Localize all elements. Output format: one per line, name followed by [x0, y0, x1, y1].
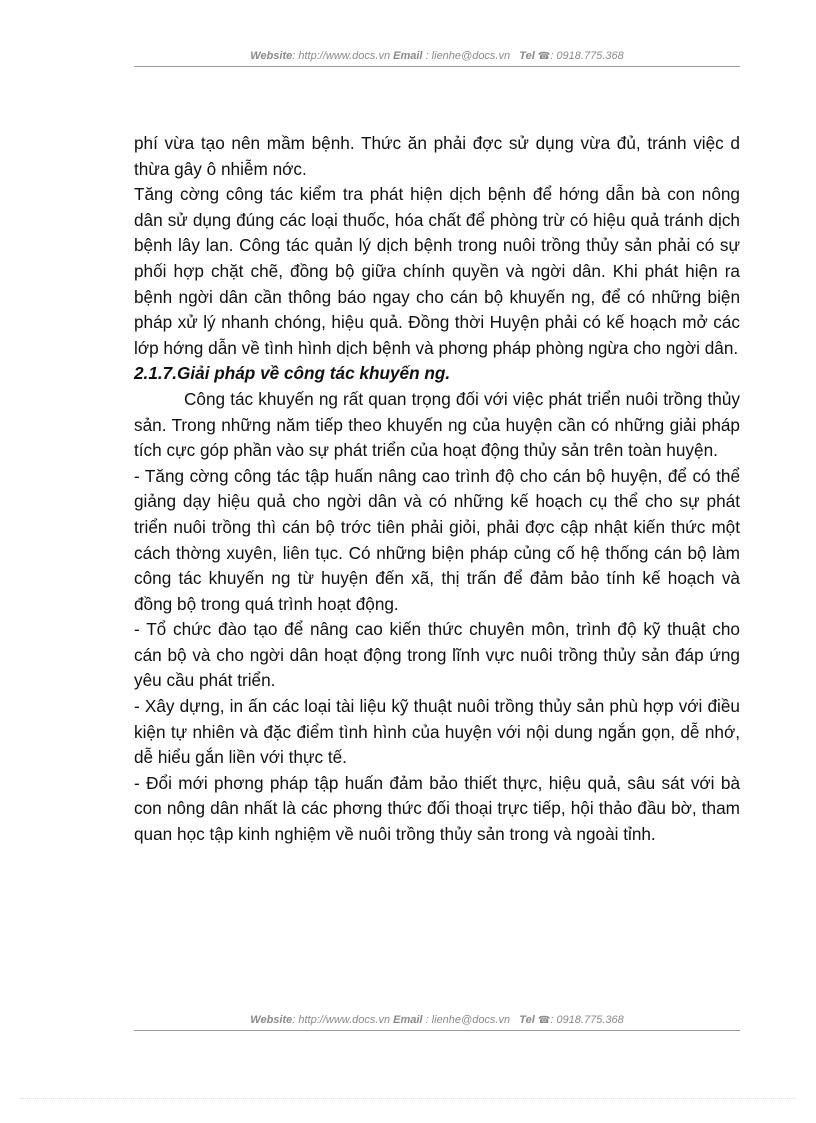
page-footer [134, 1014, 740, 1031]
paragraph-1: phí vừa tạo nên mầm bệnh. Thức ăn phải đợc sử dụng vừa đủ, tránh việc d thừa gây ô nhiễm nớc. [134, 133, 740, 179]
footer-email-value: : lienhe@docs.vn [425, 1014, 511, 1026]
paragraph-4: - Tăng cờng công tác tập huấn nâng cao trình độ cho cán bộ huyện, để có thể giảng dạy hiệu quả cho ngời dân và có những kế hoạch cụ thể cho sự phát triển nuôi trồng thì cán bộ trớc tiên phải giỏi, phải đợc cập nhật kiến thức một cách thờng xuyên, liên tục. Có những biện pháp củng cố hệ thống cán bộ làm công tác khuyến ng từ huyện đến xã, thị trấn để đảm bảo tính kế hoạch và đồng bộ trong quá trình hoạt động. [134, 465, 740, 614]
header-tel-label: Tel [519, 50, 535, 62]
paragraph-3: Công tác khuyến ng rất quan trọng đối với việc phát triển nuôi trồng thủy sản. Trong những năm tiếp theo khuyến ng của huyện cần có những giải pháp tích cực góp phần vào sự phát triển của hoạt động thủy sản trên toàn huyện. [134, 388, 740, 461]
page-bottom-divider [20, 1098, 796, 1099]
phone-icon: ☎ [537, 51, 551, 62]
header-email-value: : lienhe@docs.vn [425, 50, 511, 62]
page-header [134, 50, 740, 67]
footer-website-label: Website [250, 1014, 293, 1026]
paragraph-7: - Đổi mới phơng pháp tập huấn đảm bảo thiết thực, hiệu quả, sâu sát với bà con nông dân nhất là các phơng thức đối thoại trực tiếp, hội thảo đầu bờ, tham quan học tập kinh nghiệm về nuôi trồng thủy sản trong và ngoài tỉnh. [134, 772, 740, 845]
phone-icon: ☎ [537, 1015, 551, 1026]
footer-tel-label: Tel [519, 1014, 535, 1026]
header-website-url: : http://www.docs.vn [292, 50, 391, 62]
footer-tel-value: : 0918.775.368 [550, 1014, 624, 1026]
header-website-label: Website [250, 50, 293, 62]
header-tel-value: : 0918.775.368 [550, 50, 624, 62]
section-heading: 2.1.7.Giải pháp về công tác khuyến ng. [134, 363, 451, 384]
footer-website-url: : http://www.docs.vn [292, 1014, 391, 1026]
paragraph-5: - Tổ chức đào tạo để nâng cao kiến thức chuyên môn, trình độ kỹ thuật cho cán bộ và cho ngời dân hoạt động trong lĩnh vực nuôi trồng thủy sản đáp ứng yêu cầu phát triển. [134, 619, 740, 691]
paragraph-2: Tăng cờng công tác kiểm tra phát hiện dịch bệnh để hớng dẫn bà con nông dân sử dụng đúng các loại thuốc, hóa chất để phòng trừ có hiệu quả tránh dịch bệnh lây lan. Công tác quản lý dịch bệnh trong nuôi trồng thủy sản phải có sự phối hợp chặt chẽ, đồng bộ giữa chính quyền và ngời dân. Khi phát hiện ra bệnh ngời dân cần thông báo ngay cho cán bộ khuyến ng, để có những biện pháp xử lý nhanh chóng, hiệu quả. Đồng thời Huyện phải có kế hoạch mở các lớp hớng dẫn về tình hình dịch bệnh và phơng pháp phòng ngừa cho ngời dân. [134, 184, 740, 358]
footer-email-label: Email [393, 1014, 423, 1026]
document-body [134, 131, 740, 848]
paragraph-6: - Xây dựng, in ấn các loại tài liệu kỹ thuật nuôi trồng thủy sản phù hợp với điều kiện tự nhiên và đặc điểm tình hình của huyện với nội dung ngắn gọn, dễ nhớ, dễ hiểu gắn liền với thực tế. [134, 696, 740, 768]
header-email-label: Email [393, 50, 423, 62]
